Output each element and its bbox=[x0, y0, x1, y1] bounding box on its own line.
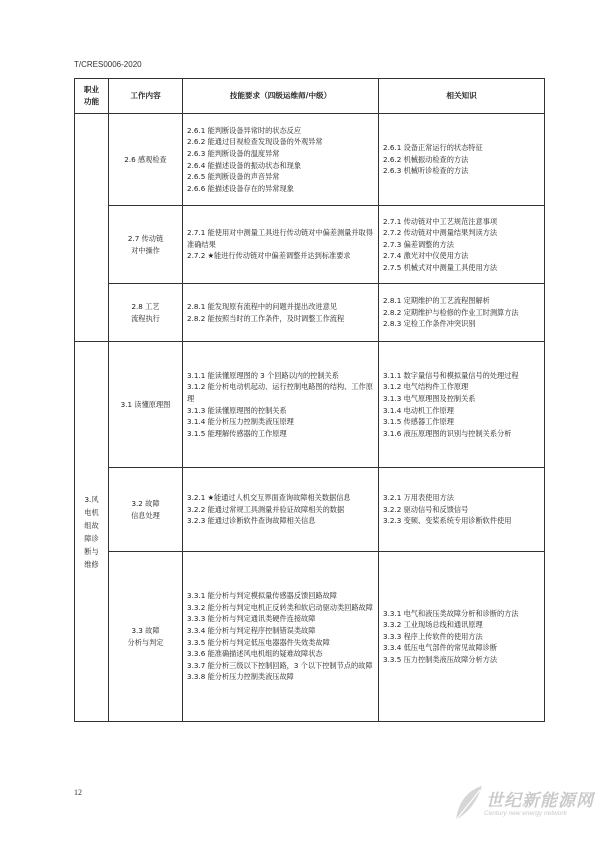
work-content-cell bbox=[109, 342, 183, 468]
knowledge-item: 2.8.3 定检工作条件冲突识别 bbox=[383, 319, 476, 329]
standard-code: T/CRES0006-2020 bbox=[74, 60, 142, 69]
work-content-line: 2.8 工艺 bbox=[131, 301, 160, 311]
skill-item: 3.3.7 能分析三级以下控制回路，3 个以下控制节点的故障 bbox=[187, 660, 373, 670]
work-content-line: 2.7 传动链 bbox=[127, 233, 164, 243]
function-line: 维修 bbox=[84, 559, 99, 569]
work-content-line: 2.6 感观检查 bbox=[124, 154, 167, 164]
knowledge-item: 3.1.2 电气结构件工作原理 bbox=[383, 382, 469, 392]
skill-item: 3.3.5 能分析与判定低压电器器件失效类故障 bbox=[187, 637, 330, 647]
skill-item: 3.2.1 ★能通过人机交互界面查询故障相关数据信息 bbox=[187, 493, 351, 503]
skills-cell bbox=[183, 114, 379, 206]
skill-item: 2.6.5 能判断设备的声音异常 bbox=[187, 172, 280, 182]
skills-cell bbox=[183, 552, 379, 722]
knowledge-item: 3.3.4 低压电气部件的常见故障诊断 bbox=[383, 643, 498, 653]
header-function-line2: 功能 bbox=[83, 97, 100, 106]
knowledge-item: 2.6.3 机械听诊检查的方法 bbox=[383, 166, 469, 176]
knowledge-item: 3.3.5 压力控制类液压故障分析方法 bbox=[383, 654, 498, 664]
skill-item: 2.6.4 能描述设备的振动状态和现象 bbox=[187, 160, 302, 170]
skill-item: 2.6.3 能判断设备的温度异常 bbox=[187, 148, 280, 158]
skill-item: 3.3.6 能准确描述风电机组的疑难故障状态 bbox=[187, 649, 323, 659]
skill-item: 2.8.2 能按照当时的工作条件，及时调整工作流程 bbox=[187, 313, 345, 323]
table-row bbox=[75, 552, 545, 722]
skill-item: 3.1.1 能读懂原理图的 3 个回路以内的控制关系 bbox=[187, 370, 339, 380]
skill-item: 2.7.1 能使用对中测量工具进行传动链对中偏差测量并取得准确结果 bbox=[187, 228, 373, 249]
watermark-text-en: Century new energy network bbox=[484, 810, 567, 817]
skill-item: 3.3.8 能分析压力控制类液压故障 bbox=[187, 672, 294, 682]
knowledge-item: 3.1.4 电动机工作原理 bbox=[383, 405, 454, 415]
knowledge-item: 3.1.5 传感器工作原理 bbox=[383, 417, 454, 427]
knowledge-item: 2.7.4 激光对中仪使用方法 bbox=[383, 251, 469, 261]
knowledge-item: 2.6.2 机械振动检查的方法 bbox=[383, 154, 469, 164]
knowledge-item: 2.8.2 定期维护与检修的作业工时测算方法 bbox=[383, 307, 519, 317]
skill-item: 3.3.1 能分析与判定模拟量传感器反馈回路故障 bbox=[187, 591, 337, 601]
table-row bbox=[75, 206, 545, 284]
table-header-row bbox=[75, 79, 545, 114]
skill-item: 2.6.6 能描述设备存在的异常现象 bbox=[187, 183, 294, 193]
header-skills: 技能要求（四级运维师/中级） bbox=[183, 79, 379, 114]
work-content-line: 3.3 故障 bbox=[131, 625, 160, 635]
work-content-cell bbox=[109, 552, 183, 722]
work-content-cell bbox=[109, 114, 183, 206]
skill-item: 3.3.2 能分析与判定电机正反转类和软启动驱动类回路故障 bbox=[187, 602, 373, 612]
skill-item: 2.7.2 ★能进行传动链对中偏差调整并达到标准要求 bbox=[187, 251, 351, 261]
knowledge-cell bbox=[379, 342, 545, 468]
header-function bbox=[75, 79, 109, 114]
page-number: 12 bbox=[74, 788, 82, 797]
header-work-content: 工作内容 bbox=[109, 79, 183, 114]
knowledge-item: 3.2.1 万用表使用方法 bbox=[383, 493, 454, 503]
table-row bbox=[75, 468, 545, 552]
skills-table bbox=[74, 78, 545, 722]
knowledge-item: 2.6.1 设备正常运行的状态特征 bbox=[383, 143, 483, 153]
skill-item: 3.3.3 能分析与判定通讯类硬件连接故障 bbox=[187, 614, 316, 624]
leaf-logo-icon bbox=[452, 784, 486, 824]
header-knowledge: 相关知识 bbox=[379, 79, 545, 114]
watermark-text-cn: 世纪新能源网 bbox=[486, 791, 594, 811]
work-content-cell bbox=[109, 468, 183, 552]
work-content-line: 对中操作 bbox=[131, 245, 160, 255]
skill-item: 3.1.5 能理解传感器的工作原理 bbox=[187, 428, 287, 438]
skill-item: 3.1.3 能读懂原理图的控制关系 bbox=[187, 405, 287, 415]
knowledge-item: 2.7.5 机械式对中测量工具使用方法 bbox=[383, 262, 498, 272]
skills-cell bbox=[183, 206, 379, 284]
knowledge-cell bbox=[379, 468, 545, 552]
skills-cell bbox=[183, 284, 379, 342]
skill-item: 2.8.1 能发现原有流程中的问题并提出改进意见 bbox=[187, 301, 337, 311]
function-cell bbox=[75, 342, 109, 722]
knowledge-cell bbox=[379, 552, 545, 722]
knowledge-cell bbox=[379, 206, 545, 284]
work-content-line: 信息处理 bbox=[131, 510, 160, 520]
function-line: 电机 bbox=[84, 507, 99, 517]
skills-cell bbox=[183, 342, 379, 468]
skill-item: 2.6.1 能判断设备异常时的状态反应 bbox=[187, 125, 302, 135]
skill-item: 3.2.3 能通过诊断软件查询故障相关信息 bbox=[187, 516, 316, 526]
work-content-line: 3.1 读懂原理图 bbox=[120, 399, 171, 409]
knowledge-item: 2.7.1 传动链对中工艺规范注意事项 bbox=[383, 216, 498, 226]
skill-item: 3.1.2 能分析电动机起动、运行控制电路图的结构、工作原理 bbox=[187, 382, 373, 403]
skill-item: 3.2.2 能通过常规工具测量并验证故障相关的数据 bbox=[187, 504, 345, 514]
knowledge-item: 2.7.3 偏差调整的方法 bbox=[383, 239, 454, 249]
skill-item: 3.3.4 能分析与判定程序控制错误类故障 bbox=[187, 625, 316, 635]
skill-item: 2.6.2 能通过目视检查发现设备的外观异常 bbox=[187, 137, 323, 147]
function-line: 组故 bbox=[84, 520, 99, 530]
knowledge-item: 2.7.2 传动链对中测量结果判读方法 bbox=[383, 228, 498, 238]
work-content-line: 流程执行 bbox=[131, 313, 160, 323]
header-function-line1: 职业 bbox=[83, 85, 100, 95]
knowledge-item: 3.1.6 液压原理图的识别与控制关系分析 bbox=[383, 428, 512, 438]
function-line: 障诊 bbox=[84, 533, 99, 543]
knowledge-item: 3.1.3 电气原理图及控制关系 bbox=[383, 393, 476, 403]
work-content-line: 3.2 故障 bbox=[131, 498, 160, 508]
knowledge-cell bbox=[379, 284, 545, 342]
work-content-cell bbox=[109, 206, 183, 284]
knowledge-item: 3.3.3 程序上传软件的使用方法 bbox=[383, 631, 483, 641]
function-cell-continued bbox=[75, 114, 109, 342]
knowledge-item: 2.8.1 定期维护的工艺流程图解析 bbox=[383, 296, 490, 306]
table-row bbox=[75, 342, 545, 468]
work-content-cell bbox=[109, 284, 183, 342]
knowledge-item: 3.2.3 变频、变桨系统专用诊断软件使用 bbox=[383, 516, 512, 526]
watermark-logo bbox=[452, 784, 592, 830]
function-line: 3.风 bbox=[84, 494, 99, 504]
knowledge-cell bbox=[379, 114, 545, 206]
knowledge-item: 3.3.2 工业现场总线和通讯原理 bbox=[383, 620, 483, 630]
table-row bbox=[75, 284, 545, 342]
table-row bbox=[75, 114, 545, 206]
skill-item: 3.1.4 能分析压力控制类液压原理 bbox=[187, 417, 294, 427]
function-line: 断与 bbox=[84, 546, 99, 556]
knowledge-item: 3.2.2 驱动信号和反馈信号 bbox=[383, 504, 469, 514]
knowledge-item: 3.1.1 数字量信号和模拟量信号的处理过程 bbox=[383, 370, 519, 380]
skills-cell bbox=[183, 468, 379, 552]
work-content-line: 分析与判定 bbox=[127, 637, 164, 647]
knowledge-item: 3.3.1 电气和液压类故障分析和诊断的方法 bbox=[383, 608, 519, 618]
